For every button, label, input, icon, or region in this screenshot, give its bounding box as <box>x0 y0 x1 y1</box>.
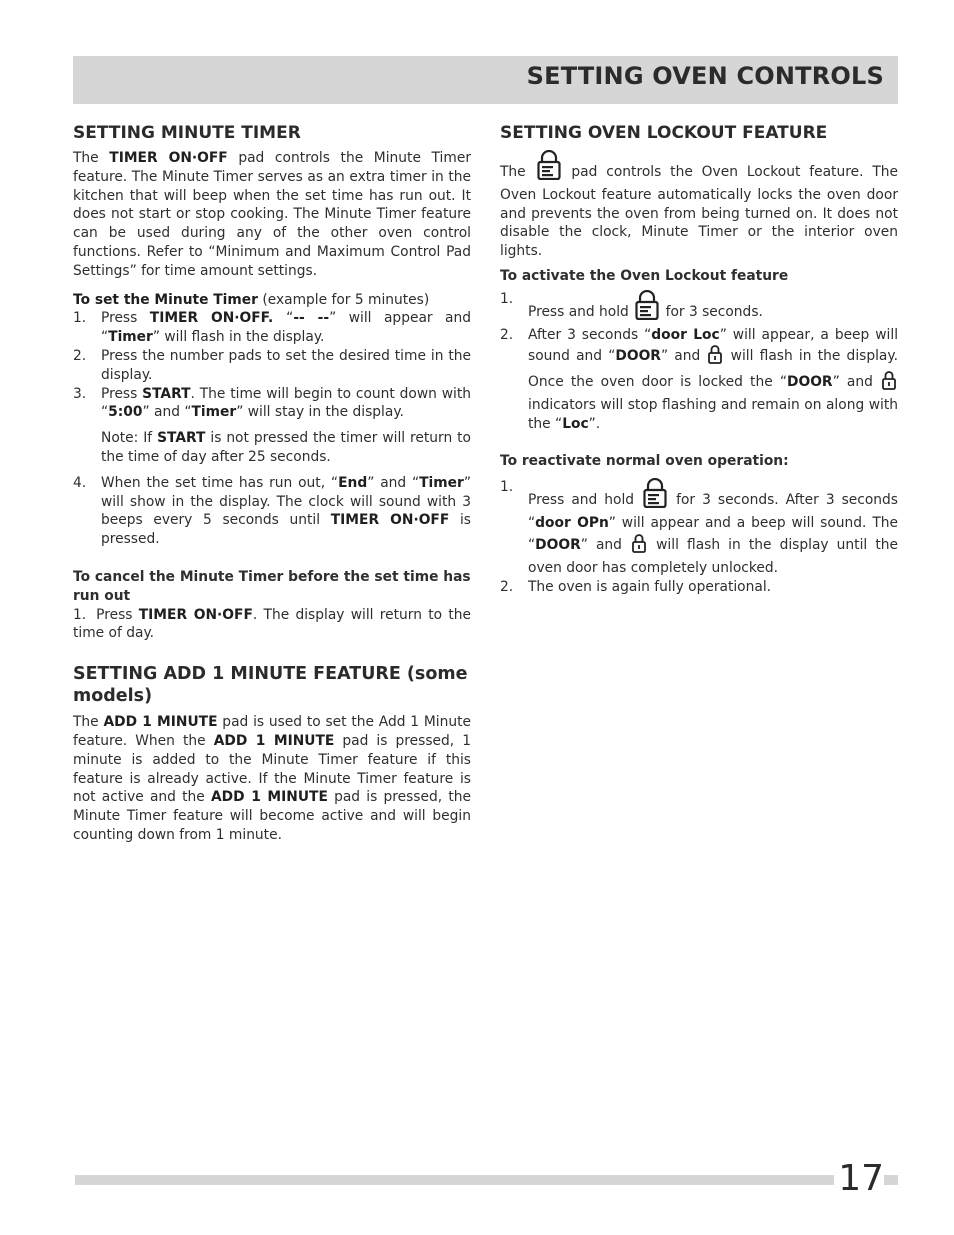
list-item: 4. When the set time has run out, “End” and “Timer” will show in the display. The clock will sound with 3 beeps every 5 seconds until TIMER ON·OFF is pressed. <box>73 474 471 548</box>
page-number: 17 <box>834 1158 884 1200</box>
lock-pad-icon <box>643 478 667 514</box>
minute-timer-heading: SETTING MINUTE TIMER <box>73 123 301 143</box>
set-minute-timer-heading: To set the Minute Timer (example for 5 minutes) <box>73 291 430 308</box>
cancel-timer-step: 1. Press TIMER ON·OFF. The display will return to the time of day. <box>73 606 471 642</box>
list-item: 3. Press START. The time will begin to count down with “5:00” and “Timer” will stay in the display. <box>73 385 471 421</box>
timer-note: Note: If START is not pressed the timer will return to the time of day after 25 seconds. <box>101 430 471 465</box>
footer-bar <box>75 1175 898 1185</box>
list-item: 2. Press the number pads to set the desired time in the display. <box>73 347 471 383</box>
list-item: 1. Press and hold for 3 seconds. After 3 seconds “door OPn” will appear and a beep will sound. The “DOOR” and will flash in the display until the oven door has completely unlocked. <box>500 479 898 576</box>
lock-pad-icon <box>635 290 659 326</box>
cancel-timer-heading: To cancel the Minute Timer before the set time has run out <box>73 568 471 604</box>
padlock-icon <box>632 533 646 559</box>
list-item: 1. Press and hold for 3 seconds. <box>500 290 898 326</box>
lock-pad-icon <box>537 150 561 186</box>
list-item: 2. After 3 seconds “door Loc” will appear, a beep will sound and “DOOR” and will flash in the display. Once the oven door is locked the “DOOR” and indicators will stop flashing and remain on along with the “Loc”. <box>500 326 899 432</box>
left-column <box>73 122 471 845</box>
lockout-heading: SETTING OVEN LOCKOUT FEATURE <box>500 123 828 143</box>
reactivate-heading: To reactivate normal oven operation: <box>500 452 789 469</box>
header-bar <box>73 56 898 104</box>
padlock-icon <box>708 344 722 370</box>
list-item: 2. The oven is again fully operational. <box>500 578 772 595</box>
right-column <box>500 122 898 596</box>
add-minute-heading: SETTING ADD 1 MINUTE FEATURE (some models) <box>73 664 468 707</box>
list-item: 1. Press TIMER ON·OFF. “-- --” will appear and “Timer” will flash in the display. <box>73 310 471 346</box>
minute-timer-intro: The TIMER ON·OFF pad controls the Minute Timer feature. The Minute Timer serves as an extra timer in the kitchen that will beep when the set time has run out. It does not start or stop cooking. The Minute Timer feature can be used during any of the other oven control functions. Refer to “Minimum and Maximum Control Pad Settings” for time amount settings. <box>73 150 471 279</box>
lockout-intro: The pad controls the Oven Lockout feature. The Oven Lockout feature automatically locks the oven door and prevents the oven from being turned on. It does not disable the clock, Minute Timer or the interior oven lights. <box>500 150 898 261</box>
activate-lockout-heading: To activate the Oven Lockout feature <box>500 267 789 284</box>
page-title: SETTING OVEN CONTROLS <box>526 62 884 90</box>
padlock-icon <box>882 370 896 396</box>
add-minute-paragraph: The ADD 1 MINUTE pad is used to set the Add 1 Minute feature. When the ADD 1 MINUTE pad is pressed, 1 minute is added to the Minute Timer feature if this feature is already active. If the Minute Timer feature is not active and the ADD 1 MINUTE pad is pressed, the Minute Timer feature will become active and will begin counting down from 1 minute. <box>73 714 471 843</box>
